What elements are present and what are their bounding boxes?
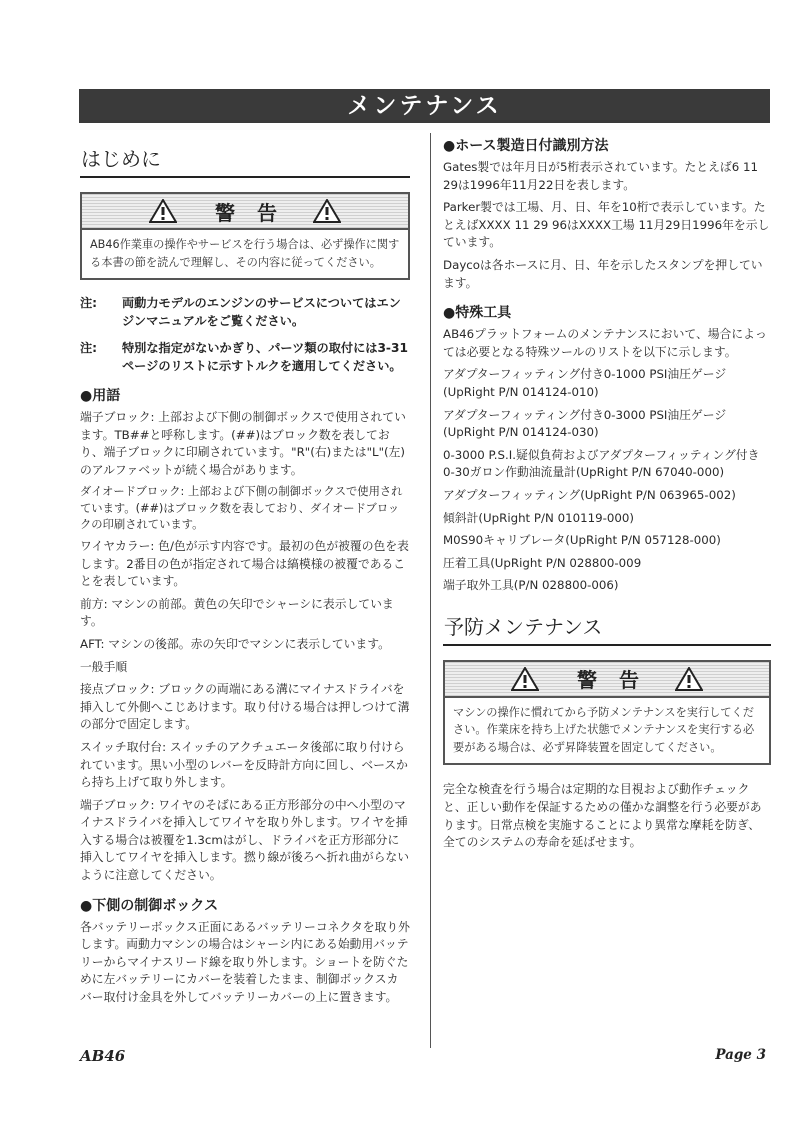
tool-item: 傾斜計(UpRight P/N 010119-000) — [443, 510, 635, 525]
paragraph: ダイオードブロック: 上部および下側の制御ボックスで使用されています。(##)はブロック数を表しており、ダイオードブロックの印刷されています。 — [80, 485, 403, 531]
paragraph: 完全な検査を行う場合は定期的な目視および動作チェックと、正しい動作を保証するための僅かな調整を行う必要があります。日常点検を実施することにより異常な摩耗を防ぎ、全てのシステムの寿命を延ばせます。 — [443, 782, 762, 850]
section-title-preventive: 予防メンテナンス — [443, 603, 771, 646]
paragraph: 接点ブロック: ブロックの両端にある溝にマイナスドライバを挿入して外側へこじあけます。取り付ける場合は押しつけて溝の部分で固定します。 — [80, 682, 410, 732]
paragraph: スイッチ取付台: スイッチのアクチュエータ後部に取り付けられています。黒い小型のレバーを反時計方向に回し、ベースから持ち上げて取り外します。 — [80, 739, 408, 790]
paragraph: 端子ブロック: ワイヤのそばにある正方形部分の中へ小型のマイナスドライバを挿入してワイヤを取り外します。ワイヤを挿入する場合は被覆を1.3cmはがし、ドライバを正方形部分に挿入してワイヤを挿入します。撚り線が後ろへ折れ曲がらないように注意してください。 — [80, 797, 410, 883]
title-banner — [79, 89, 770, 123]
column-divider — [430, 133, 431, 1048]
left-column — [80, 135, 410, 1012]
warning-triangle-icon — [675, 667, 703, 691]
tool-item: アダプターフィッティング付き0-1000 PSI油圧ゲージ(UpRight P/N 014124-010) — [443, 367, 727, 399]
warning-header — [445, 662, 769, 698]
tool-item: アダプターフィッティング(UpRight P/N 063965-002) — [443, 487, 736, 502]
note — [80, 339, 410, 375]
warning-text: マシンの操作に慣れてから予防メンテナンスを実行してください。作業床を持ち上げた状態でメンテナンスを実行する必要がある場合は、必ず昇降装置を固定してください。 — [453, 705, 755, 754]
tool-item: M0S90キャリブレータ(UpRight P/N 057128-000) — [443, 533, 721, 548]
paragraph: 一般手順 — [80, 659, 128, 674]
section-title-intro: はじめに — [80, 135, 410, 178]
footer-model: AB46 — [80, 1047, 126, 1065]
note-label: 注: — [80, 296, 98, 310]
paragraph: AFT: マシンの後部。赤の矢印でマシンに表示しています。 — [80, 636, 390, 651]
paragraph: Parker製では工場、月、日、年を10桁で表示しています。たとえばXXXX 11 29 96はXXXX工場 11月29日1996年を示しています。 — [443, 200, 770, 250]
paragraph: ワイヤカラー: 色/色が示す内容です。最初の色が被覆の色を表します。2番目の色が指定されて場合は縞模様の被覆であることを表しています。 — [80, 538, 409, 589]
warning-title: 警告 — [577, 668, 661, 693]
lower-box-heading: ●下側の制御ボックス — [80, 897, 219, 914]
tools-heading: ●特殊工具 — [443, 305, 512, 322]
warning-header — [82, 194, 408, 230]
terms-heading: ●用語 — [80, 388, 121, 404]
warning-text: AB46作業車の操作やサービスを行う場合は、必ず操作に関する本書の節を読んで理解し、その内容に従ってください。 — [90, 238, 400, 269]
footer-page-number: Page 3 — [715, 1047, 766, 1063]
note-label: 注: — [80, 341, 98, 355]
warning-box — [443, 660, 771, 766]
hose-heading: ●ホース製造日付識別方法 — [443, 138, 609, 154]
tool-item: 圧着工具(UpRight P/N 028800-009 — [443, 555, 642, 570]
paragraph: 前方: マシンの前部。黄色の矢印でシャーシに表示しています。 — [80, 596, 394, 629]
warning-title: 警告 — [215, 200, 299, 225]
warning-triangle-icon — [313, 199, 341, 223]
paragraph: 端子ブロック: 上部および下側の制御ボックスで使用されています。TB##と呼称します。(##)はブロック数を表しており、端子ブロックに印刷されています。"R"(右)または"L"(左)のアルファベットが続く場合があります。 — [80, 410, 406, 477]
warning-triangle-icon — [149, 199, 177, 223]
paragraph: 各バッテリーボックス正面にあるバッテリーコネクタを取り外します。両動力マシンの場合はシャーシ内にある始動用バッテリーからマイナスリード線を取り外します。ショートを防ぐために左バッテリーにカバーを装着したまま、制御ボックスカバー取付け金具を外してバッテリーカバーの上に置きます。 — [80, 919, 410, 1005]
warning-box — [80, 192, 410, 280]
note-text: 両動力モデルのエンジンのサービスについてはエンジンマニュアルをご覧ください。 — [122, 296, 401, 328]
paragraph: AB46プラットフォームのメンテナンスにおいて、場合によっては必要となる特殊ツールのリストを以下に示します。 — [443, 327, 767, 359]
paragraph: Daycoは各ホースに月、日、年を示したスタンプを押しています。 — [443, 257, 763, 290]
tool-item: アダプターフィッティング付き0-3000 PSI油圧ゲージ(UpRight P/N 014124-030) — [443, 407, 727, 440]
warning-triangle-icon — [511, 667, 539, 691]
tool-item: 端子取外工具(P/N 028800-006) — [443, 578, 619, 593]
note-text: 特別な指定がないかぎり、パーツ類の取付には3-31ページのリストに示すトルクを適用してください。 — [122, 341, 408, 373]
right-column — [443, 135, 771, 857]
note — [80, 294, 410, 330]
paragraph: Gates製では年月日が5桁表示されています。たとえば6 11 29は1996年11月22日を表します。 — [443, 160, 758, 192]
tool-item: 0-3000 P.S.I.疑似負荷およびアダプターフィッティング付き0-30ガロン作動油流量計(UpRight P/N 67040-000) — [443, 447, 760, 480]
page-title: メンテナンス — [347, 93, 502, 119]
